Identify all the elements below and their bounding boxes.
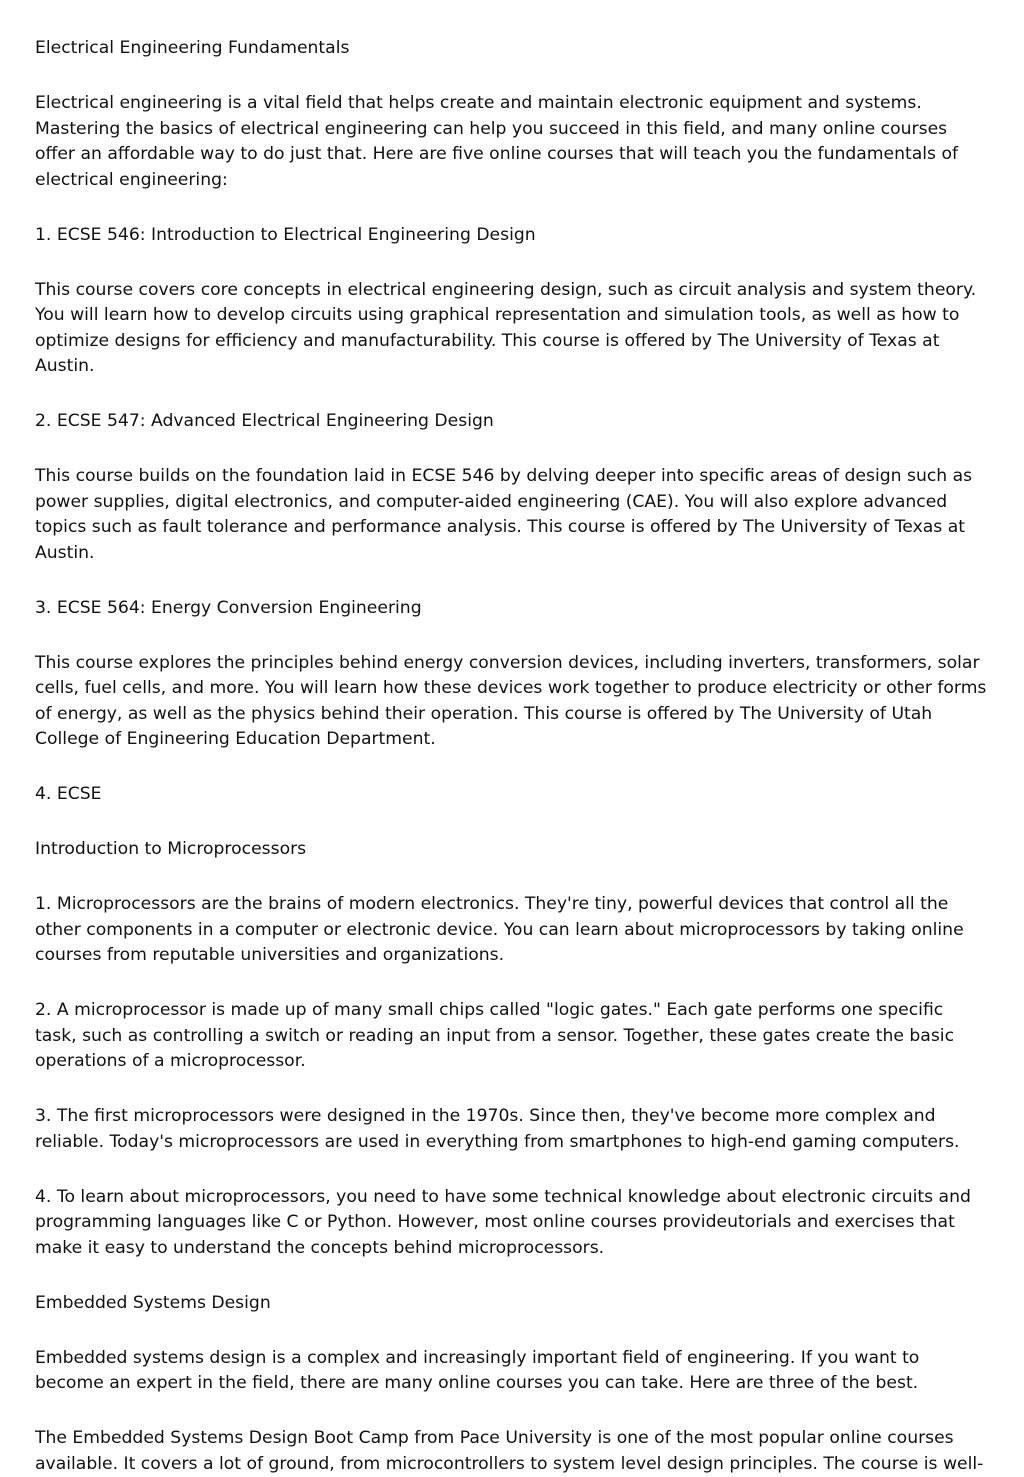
course-3-heading: 3. ECSE 564: Energy Conversion Engineering <box>35 597 422 618</box>
document-title: Electrical Engineering Fundamentals <box>35 38 350 58</box>
microprocessors-point-3: 3. The first microprocessors were designed in the 1970s. Since then, they've become more complex and reliable. Today's microprocessors are used in everything from smartphones to high-end gaming computers. <box>35 1106 960 1152</box>
course-2-heading: 2. ECSE 547: Advanced Electrical Engineering Design <box>35 411 494 431</box>
course-1-description: This course covers core concepts in electrical engineering design, such as circuit analysis and system theory. You will learn how to develop circuits using graphical representation and simulation tools, as well as how to optimize designs for efficiency and manufacturability. This course is offered by The University of Texas at Austin. <box>35 279 977 376</box>
embedded-systems-heading: Embedded Systems Design <box>35 1292 271 1313</box>
course-3-description: This course explores the principles behind energy conversion devices, including inverters, transformers, solar cells, fuel cells, and more. You will learn how these devices work together to produce electricity or other forms of energy, as well as the physics behind their operation. This course is offered by The University of Utah College of Engineering Education Department. <box>35 652 987 749</box>
microprocessors-point-2: 2. A microprocessor is made up of many small chips called "logic gates." Each gate performs one specific task, such as controlling a switch or reading an input from a sensor. Together, these gates create the basic operations of a microprocessor. <box>35 1000 955 1071</box>
embedded-systems-boot-camp: The Embedded Systems Design Boot Camp from Pace University is one of the most popular online courses available. It covers a lot of ground, from microcontrollers to system level design principles. The course is well- <box>35 1428 984 1474</box>
course-1-heading: 1. ECSE 546: Introduction to Electrical Engineering Design <box>35 224 536 245</box>
course-2-description: This course builds on the foundation laid in ECSE 546 by delving deeper into specific areas of design such as power supplies, digital electronics, and computer-aided engineering (CAE). You will also explore advanced topics such as fault tolerance and performance analysis. This course is offered by The University of Texas at Austin. <box>35 466 973 563</box>
microprocessors-point-4: 4. To learn about microprocessors, you need to have some technical knowledge about electronic circuits and programming languages like C or Python. However, most online courses provideutorials and exercises that make it easy to understand the concepts behind microprocessors. <box>35 1186 971 1258</box>
intro-paragraph: Electrical engineering is a vital field that helps create and maintain electronic equipment and systems. Mastering the basics of electrical engineering can help you succeed in this field, and many online courses offer an affordable way to do just that. Here are five online courses that will teach you the fundamentals of electrical engineering: <box>35 93 959 190</box>
course-4-heading: 4. ECSE <box>35 784 102 804</box>
microprocessors-point-1: 1. Microprocessors are the brains of modern electronics. They're tiny, powerful devices that control all the other components in a computer or electronic device. You can learn about microprocessors by taking online courses from reputable universities and organizations. <box>35 894 964 965</box>
embedded-systems-intro: Embedded systems design is a complex and increasingly important field of engineering. If you want to become an expert in the field, there are many online courses you can take. Here are three of the best. <box>35 1347 920 1393</box>
microprocessors-heading: Introduction to Microprocessors <box>35 839 307 859</box>
